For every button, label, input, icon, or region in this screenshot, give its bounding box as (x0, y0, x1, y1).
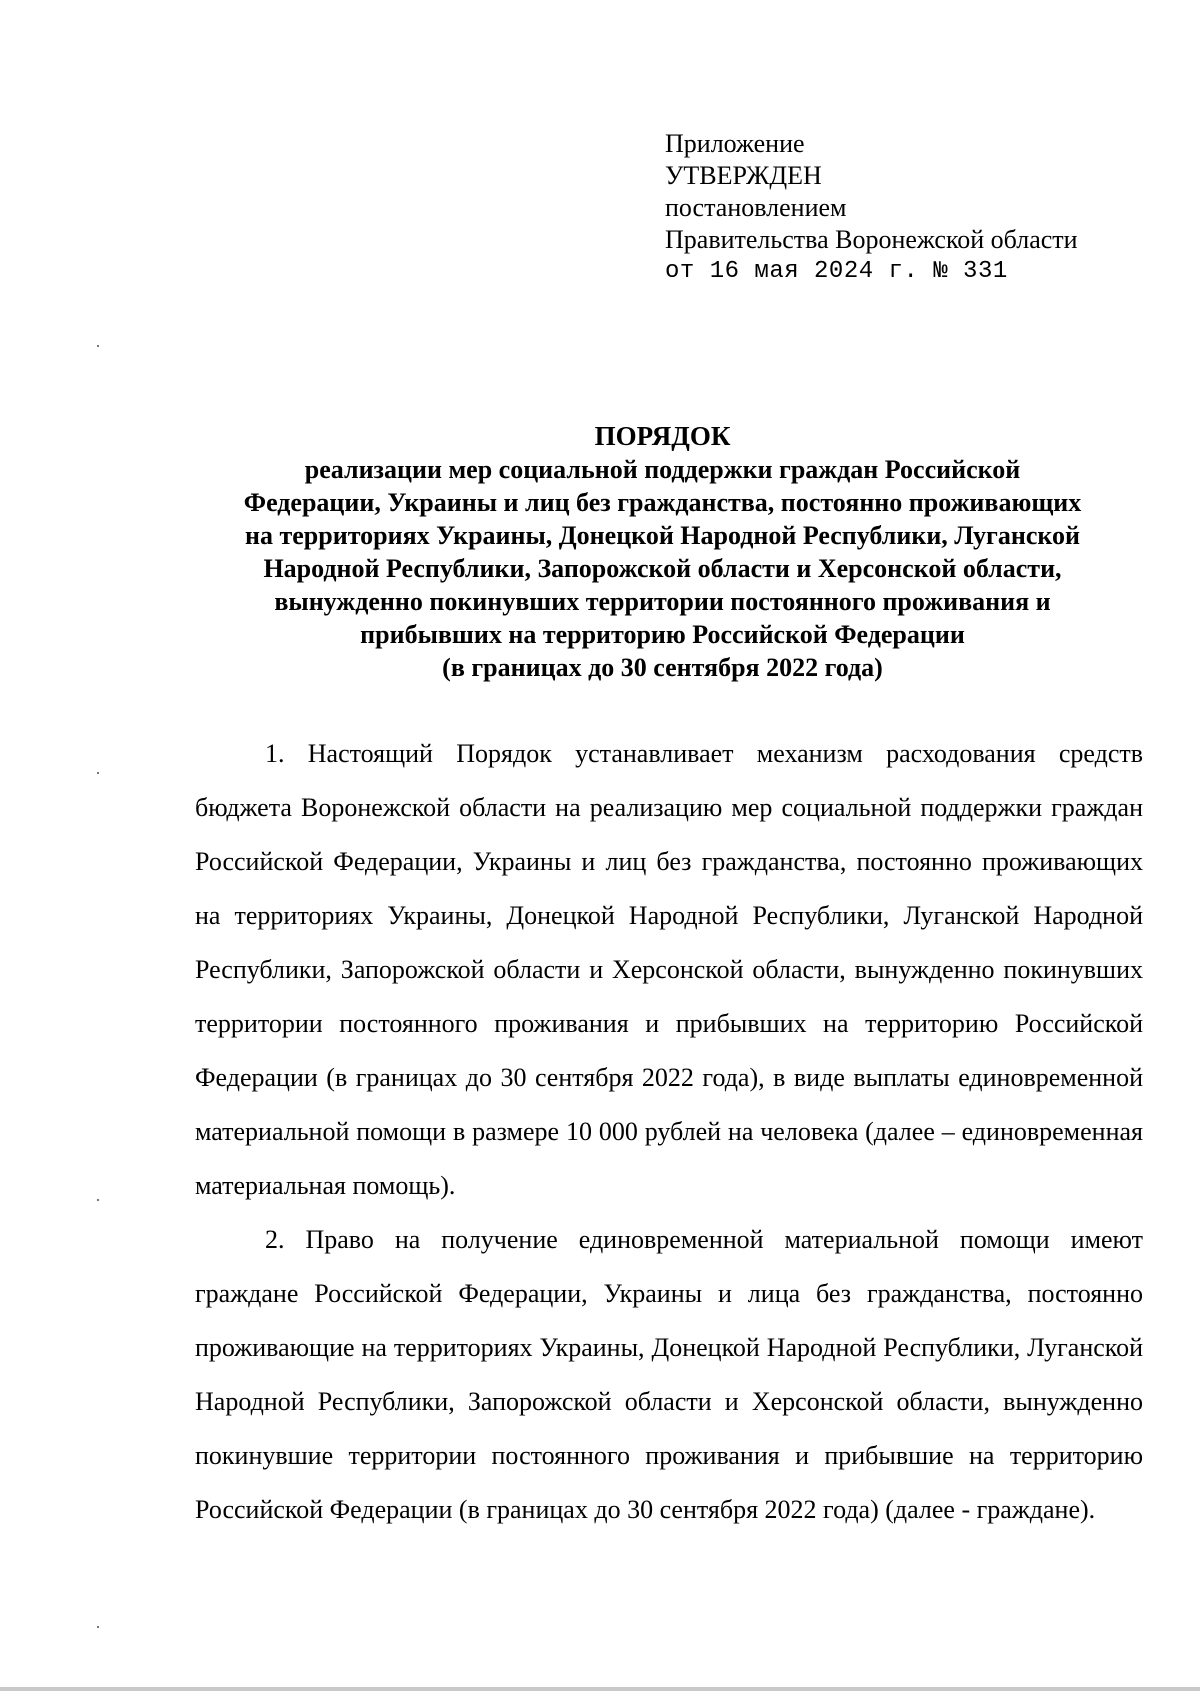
scan-bottom-edge (0, 1687, 1200, 1691)
paragraph-1: 1. Настоящий Порядок устанавливает механизм расходования средств бюджета Воронежской области на реализацию мер социальной поддержки граждан Российской Федерации, Украины и лиц без гражданства, постоянно проживающих на территориях Украины, Донецкой Народной Республики, Луганской Народной Республики, Запорожской области и Херсонской области, вынужденно покинувших территории постоянного проживания и прибывших на территорию Российской Федерации (в границах до 30 сентября 2022 года), в виде выплаты единовременной материальной помощи в размере 10 000 рублей на человека (далее – единовременная материальная помощь). (195, 739, 1143, 1200)
approval-stamp (665, 128, 1165, 288)
title-line: (в границах до 30 сентября 2022 года) (442, 653, 883, 682)
title-line: Народной Республики, Запорожской области и Херсонской области, (263, 554, 1062, 583)
title-line: Федерации, Украины и лиц без гражданства, постоянно проживающих (243, 488, 1082, 517)
approved-label: УТВЕРЖДЕН (665, 161, 822, 190)
resolution-date-number: от 16 мая 2024 г. № 331 (665, 258, 1008, 285)
title-line: прибывших на территорию Российской Федерации (360, 620, 965, 649)
scan-speck (97, 772, 99, 774)
document-title (190, 420, 1135, 684)
title-line: на территориях Украины, Донецкой Народной Республики, Луганской (245, 521, 1080, 550)
scan-speck (97, 345, 99, 347)
document-body (195, 727, 1143, 1537)
authority-label: Правительства Воронежской области (665, 225, 1078, 254)
scan-speck (97, 1199, 99, 1201)
title-heading: ПОРЯДОК (594, 421, 731, 451)
scan-speck (97, 1626, 99, 1628)
title-line: реализации мер социальной поддержки граждан Российской (304, 455, 1021, 484)
annex-label: Приложение (665, 129, 805, 158)
resolution-label: постановлением (665, 193, 847, 222)
title-line: вынужденно покинувших территории постоянного проживания и (274, 587, 1051, 616)
paragraph-2: 2. Право на получение единовременной материальной помощи имеют граждане Российской Федерации, Украины и лица без гражданства, постоянно проживающие на территориях Украины, Донецкой Народной Республики, Луганской Народной Республики, Запорожской области и Херсонской области, вынужденно покинувшие территории постоянного проживания и прибывшие на территорию Российской Федерации (в границах до 30 сентября 2022 года) (далее - граждане). (195, 1225, 1143, 1524)
